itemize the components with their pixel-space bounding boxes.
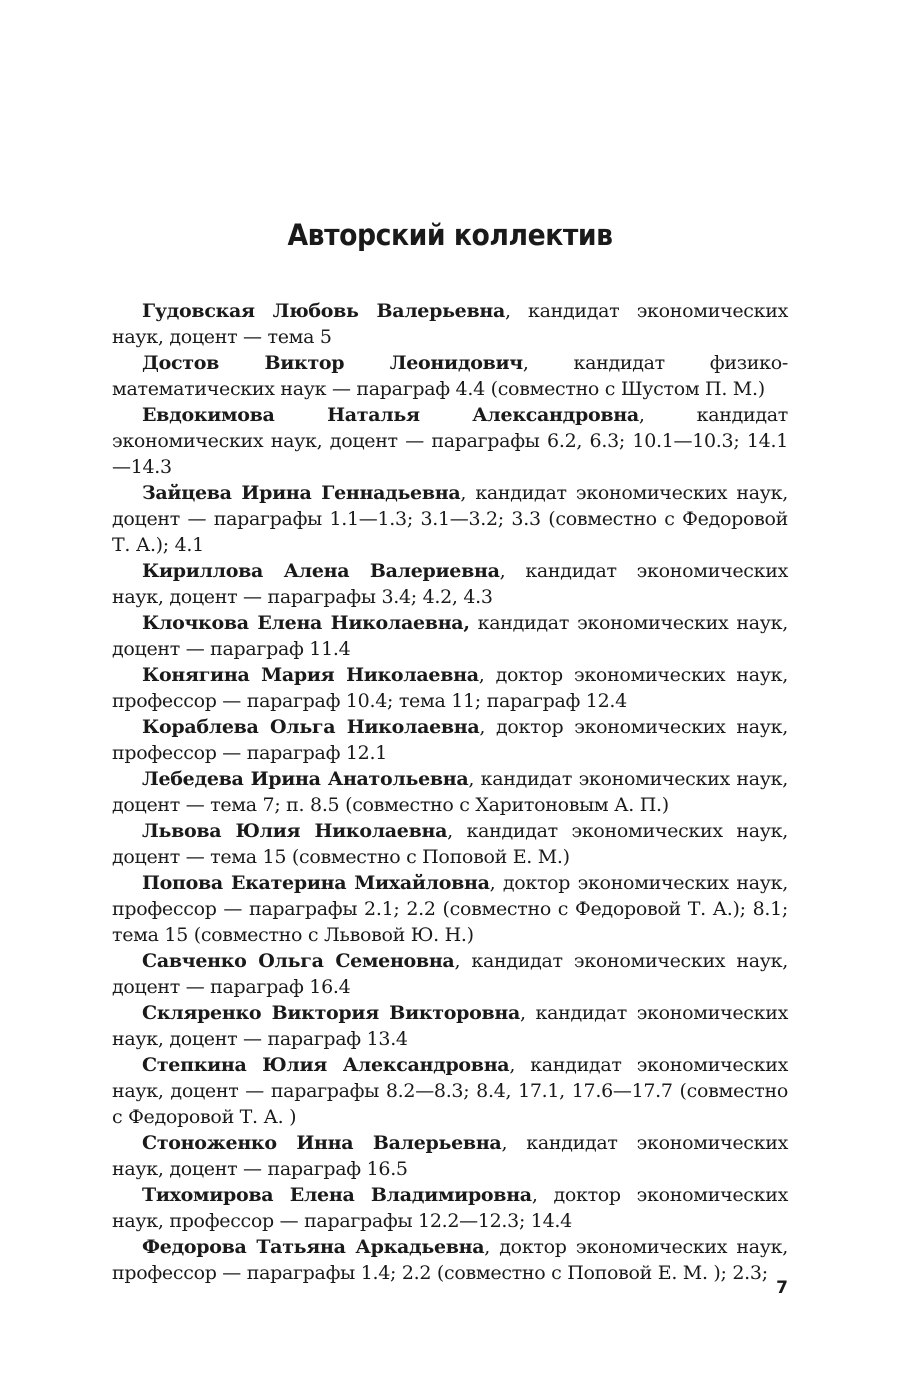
author-details: , кандидат экономических наук, доцент — параграф 16.4 (112, 950, 788, 998)
author-name: Федорова Татьяна Аркадьевна (142, 1236, 485, 1258)
author-details: , кандидат экономических наук, доцент — тема 7; п. 8.5 (совместно с Харитоновым А. П.) (112, 768, 788, 816)
author-details: , доктор экономических наук, профессор — параграф 12.1 (112, 716, 788, 764)
author-details: , кандидат экономических наук, доцент — параграфы 6.2, 6.3; 10.1—10.3; 14.1—14.3 (112, 404, 788, 478)
author-entry (112, 350, 788, 402)
author-name: Кораблева Ольга Николаевна (142, 716, 480, 738)
author-details: , кандидат экономических наук, доцент — параграф 16.5 (112, 1132, 788, 1180)
page-title: Авторский коллектив (287, 218, 613, 252)
author-name: Конягина Мария Николаевна (142, 664, 479, 686)
author-entry (112, 558, 788, 610)
author-name: Степкина Юлия Александровна (142, 1054, 510, 1076)
author-entry (112, 298, 788, 350)
author-name: Львова Юлия Николаевна (142, 820, 448, 842)
author-details: , кандидат экономических наук, доцент — параграфы 3.4; 4.2, 4.3 (112, 560, 788, 608)
author-entry (112, 1130, 788, 1182)
author-details: , доктор экономических наук, профессор — параграфы 12.2—12.3; 14.4 (112, 1184, 788, 1232)
author-entry (112, 766, 788, 818)
author-name: Зайцева Ирина Геннадьевна (142, 482, 461, 504)
page-number: 7 (776, 1278, 788, 1298)
author-name: Достов Виктор Леонидович (142, 352, 523, 374)
author-details: , кандидат экономических наук, доцент — параграфы 8.2—8.3; 8.4, 17.1, 17.6—17.7 (совместно с Федоровой Т. А. ) (112, 1054, 788, 1128)
author-name: Гудовская Любовь Валерьевна (142, 300, 505, 322)
author-entry (112, 1182, 788, 1234)
author-entry (112, 1052, 788, 1130)
author-details: , кандидат экономических наук, доцент — тема 5 (112, 300, 788, 348)
author-entry (112, 480, 788, 558)
author-entry (112, 610, 788, 662)
author-list (112, 298, 788, 1286)
author-name: Кириллова Алена Валериевна (142, 560, 500, 582)
author-entry (112, 1000, 788, 1052)
author-entry (112, 870, 788, 948)
author-entry (112, 1234, 788, 1286)
author-name: Евдокимова Наталья Александровна (142, 404, 639, 426)
author-name: Попова Екатерина Михайловна (142, 872, 490, 894)
author-details: , доктор экономических наук, профессор — параграфы 1.4; 2.2 (совместно с Поповой Е. М. ); 2.3; (112, 1236, 788, 1284)
author-details: , кандидат физико-математических наук — параграф 4.4 (совместно с Шустом П. М.) (112, 352, 789, 400)
author-name: Тихомирова Елена Владимировна (142, 1184, 532, 1206)
author-name: Лебедева Ирина Анатольевна (142, 768, 469, 790)
author-name: Савченко Ольга Семеновна (142, 950, 455, 972)
author-entry (112, 818, 788, 870)
author-details: , кандидат экономических наук, доцент — параграфы 1.1—1.3; 3.1—3.2; 3.3 (совместно с Федоровой Т. А.); 4.1 (112, 482, 789, 556)
author-entry (112, 948, 788, 1000)
author-details: , доктор экономических наук, профессор — параграф 10.4; тема 11; параграф 12.4 (112, 664, 789, 712)
author-entry (112, 662, 788, 714)
author-name: Скляренко Виктория Викторовна (142, 1002, 521, 1024)
author-name: Клочкова Елена Николаевна, (142, 612, 470, 634)
author-name: Стоноженко Инна Валерьевна (142, 1132, 502, 1154)
author-entry (112, 714, 788, 766)
author-details: , кандидат экономических наук, доцент — параграф 13.4 (112, 1002, 788, 1050)
author-entry (112, 402, 788, 480)
author-details: кандидат экономических наук, доцент — параграф 11.4 (112, 612, 788, 660)
author-details: , доктор экономических наук, профессор — параграфы 2.1; 2.2 (совместно с Федоровой Т. А.); 8.1; тема 15 (совместно с Львовой Ю. Н.) (112, 872, 788, 946)
author-details: , кандидат экономических наук, доцент — тема 15 (совместно с Поповой Е. М.) (112, 820, 788, 868)
